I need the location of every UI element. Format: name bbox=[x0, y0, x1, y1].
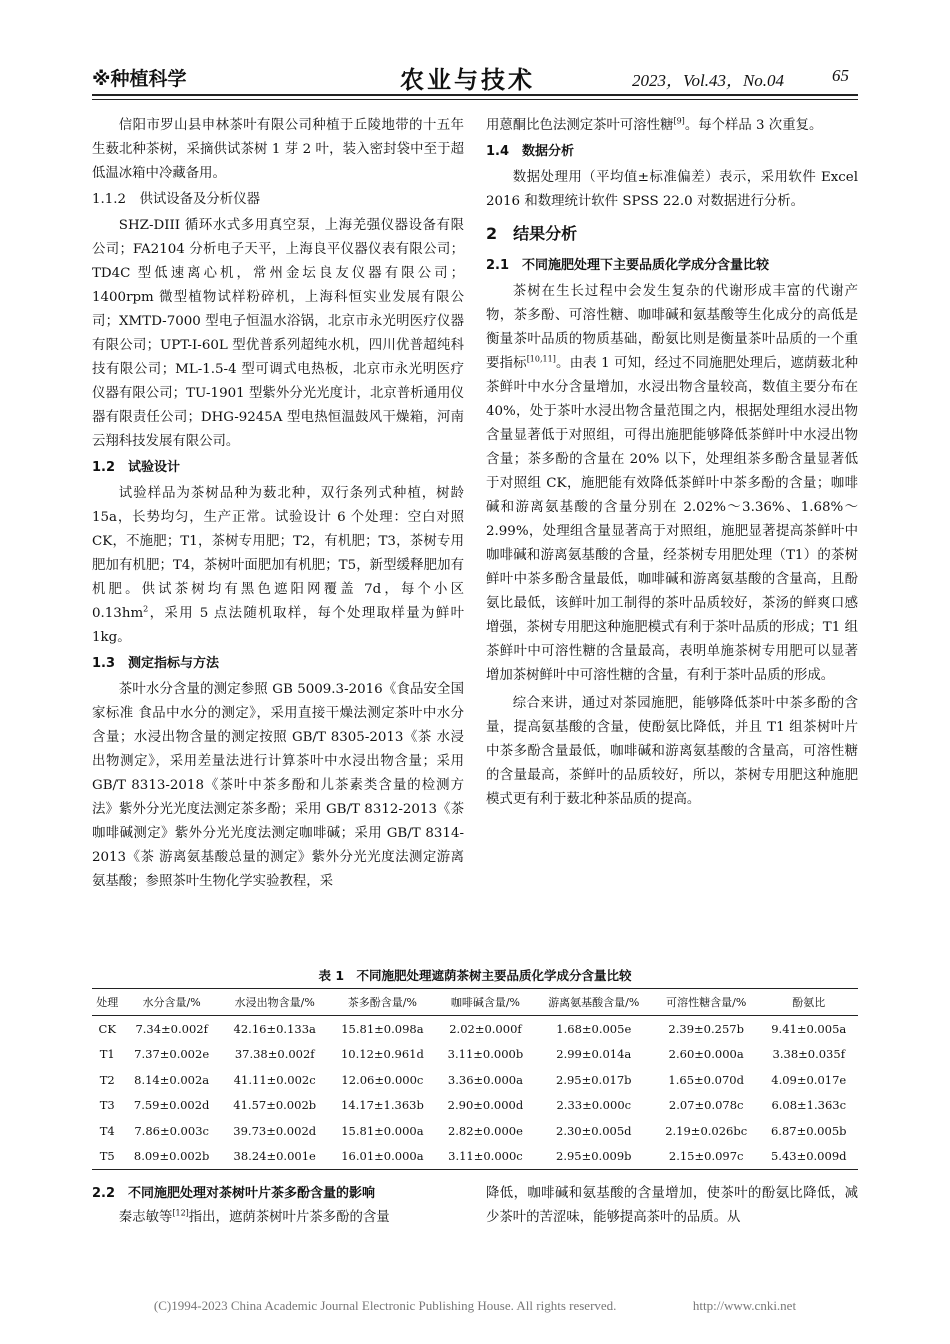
cell: 15.81±0.000a bbox=[341, 1123, 424, 1138]
cell: 1.68±0.005e bbox=[556, 1021, 632, 1036]
cell: 38.24±0.001e bbox=[221, 1144, 329, 1170]
copyright-text: (C)1994-2023 China Academic Journal Electronic Publishing House. All rights reserved. bbox=[153, 1298, 617, 1313]
cell: T2 bbox=[99, 1072, 115, 1087]
cell: T1 bbox=[99, 1047, 115, 1062]
text: 。由表 1 可知，经过不同施肥处理后，遮荫薮北种茶鲜叶中水分含量增加，水浸出物含量较高，数值主要分布在 40%，处于茶叶水浸出物含量范围之内，根据处理组水浸出物含量显著低于对照组，可得出施肥能够降低茶鲜叶中水浸出物含量；茶多酚的含量在 20% 以下，处理组茶多酚含量显著低于对照组 CK，施肥能有效降低茶鲜叶中茶多酚的含量；咖啡碱和游离氨基酸的含量分别在 2.02%～3.36%、1.68%～2.99%，处理组含量显著高于对照组，施肥显著提高茶鲜叶中咖啡碱和游离氨基酸的含量，经茶树专用肥处理（T1）的茶树鲜叶中茶多酚含量最低，咖啡碱和游离氨基酸的含量高，且酚氨比最低，该鲜叶加工制得的茶叶品质较好，茶汤的鲜爽口感增强，茶树专用肥这种施肥模式有利于茶叶品质的形成；T1 组茶鲜叶中可溶性糖的含量最高，表明单施茶树专用肥可以显著增加茶树鲜叶中可溶性糖的含量，有利于茶叶品质的形成。 bbox=[486, 356, 859, 683]
col-header: 游离氨基酸含量/% bbox=[535, 989, 653, 1016]
cell: 2.15±0.097c bbox=[653, 1144, 760, 1170]
text: ，采用 5 点法随机取样，每个处理取样量为鲜叶 1kg。 bbox=[92, 606, 464, 645]
paragraph: SHZ-DIII 循环水式多用真空泵，上海羌强仪器设备有限公司；FA2104 分析电子天平，上海良平仪器仪表有限公司；TD4C 型低速离心机，常州金坛良友仪器有限公司；1400rpm 微型植物试样粉碎机，上海科恒实业发展有限公司；XMTD-7000 型电子恒温水浴锅，北京市永光明医疗仪器有限公司；UPT-I-60L 型优普系列超纯水机，四川优普超纯科技有限公司；ML-1.5-4 型可调式电热板，北京市永光明医疗仪器有限公司；TU-1901 型紫外分光光度计，北京普析通用仪器有限责任公司；DHG-9245A 型电热恒温鼓风干燥箱，河南云翔科技发展有限公司。 bbox=[92, 218, 464, 449]
header-rule bbox=[92, 94, 858, 96]
cell: 2.30±0.005d bbox=[556, 1123, 632, 1138]
table-title: 表 1 不同施肥处理遮荫茶树主要品质化学成分含量比较 bbox=[318, 968, 632, 983]
cell: 5.43±0.009d bbox=[759, 1144, 858, 1170]
heading-1-1-2: 1.1.2 供试设备及分析仪器 bbox=[92, 192, 260, 207]
text: 试验样品为茶树品种为薮北种，双行条列式种植，树龄 15a，长势均匀，生产正常。试验设计 6 个处理：空白对照 CK，不施肥；T1，茶树专用肥；T2，有机肥；T3，茶树专用肥加有机肥；T4，茶树叶面肥加有机肥；T5，新型缓释肥加有机肥。供试茶树均有黑色遮阳网覆盖 7d，每个小区 0.13hm bbox=[92, 486, 464, 621]
bottom-right-column bbox=[486, 1182, 858, 1230]
section-label: ※种植科学 bbox=[92, 68, 187, 90]
table-row bbox=[92, 1118, 858, 1144]
heading-2-1: 2.1 不同施肥处理下主要品质化学成分含量比较 bbox=[486, 258, 770, 273]
col-header: 可溶性糖含量/% bbox=[653, 989, 760, 1016]
cell: 14.17±1.363b bbox=[340, 1098, 424, 1113]
heading-2-2: 2.2 不同施肥处理对茶树叶片茶多酚含量的影响 bbox=[92, 1186, 376, 1201]
paragraph: 茶叶水分含量的测定参照 GB 5009.3-2016《食品安全国家标准 食品中水分的测定》，采用直接干燥法测定茶叶中水分含量；水浸出物含量的测定按照 GB/T 8305-2013《茶 水浸出物测定》，采用差量法进行计算茶叶中水浸出物含量；采用 GB/T 8313-2018《茶叶中茶多酚和儿茶素类含量的检测方法》紫外分光光度法测定茶多酚；采用 GB/T 8312-2013《茶 咖啡碱测定》紫外分光光度法测定咖啡碱；采用 GB/T 8314-2013《茶 游离氨基酸总量的测定》紫外分光光度法测定游离氨基酸；参照茶叶生物化学实验教程，采 bbox=[92, 682, 464, 889]
cell: 2.39±0.257b bbox=[668, 1021, 744, 1036]
cell: 41.57±0.002b bbox=[233, 1098, 317, 1113]
table-row bbox=[92, 1016, 858, 1042]
cell: 2.07±0.078c bbox=[668, 1098, 744, 1113]
cell: 7.59±0.002d bbox=[133, 1098, 210, 1113]
cell: 6.08±1.363c bbox=[771, 1098, 847, 1113]
cell: 2.02±0.000f bbox=[449, 1021, 522, 1036]
cell: 9.41±0.005a bbox=[771, 1021, 847, 1036]
text: 用蒽酮比色法测定茶叶可溶性糖 bbox=[486, 118, 674, 133]
data-table bbox=[92, 988, 858, 1170]
cell: 2.19±0.026bc bbox=[665, 1123, 748, 1138]
cell: 3.36±0.000a bbox=[447, 1072, 523, 1087]
cell: 37.38±0.002f bbox=[234, 1047, 315, 1062]
col-header: 咖啡碱含量/% bbox=[436, 989, 534, 1016]
cell: 7.37±0.002e bbox=[134, 1047, 210, 1062]
cell: 3.11±0.000c bbox=[436, 1144, 534, 1170]
cell: 2.95±0.017b bbox=[556, 1072, 632, 1087]
col-header: 水分含量/% bbox=[122, 989, 220, 1016]
citation: 2023，Vol.43，No.04 bbox=[632, 71, 785, 90]
right-column bbox=[486, 114, 858, 812]
cell: 16.01±0.000a bbox=[329, 1144, 437, 1170]
cell: 2.33±0.000c bbox=[556, 1098, 632, 1113]
text: 指出，遮荫茶树叶片茶多酚的含量 bbox=[188, 1210, 390, 1225]
table-row bbox=[92, 1067, 858, 1093]
page-number: 65 bbox=[832, 66, 849, 85]
bottom-left-column bbox=[92, 1182, 464, 1230]
cell: 3.11±0.000b bbox=[447, 1047, 524, 1062]
paragraph: 降低，咖啡碱和氨基酸的含量增加，使茶叶的酚氨比降低，减少茶叶的苦涩味，能够提高茶叶的品质。从 bbox=[486, 1186, 858, 1225]
table-row bbox=[92, 1042, 858, 1068]
cell: T5 bbox=[92, 1144, 122, 1170]
cell: 2.90±0.000d bbox=[447, 1098, 524, 1113]
col-header: 处理 bbox=[92, 989, 122, 1016]
cell: 41.11±0.002c bbox=[233, 1072, 316, 1087]
heading-1-3: 1.3 测定指标与方法 bbox=[92, 656, 220, 671]
col-header: 水浸出物含量/% bbox=[221, 989, 329, 1016]
cell: 15.81±0.098a bbox=[341, 1021, 424, 1036]
header-rule-thin bbox=[92, 99, 858, 100]
cell: 10.12±0.961d bbox=[340, 1047, 424, 1062]
cell: CK bbox=[98, 1021, 116, 1036]
cell: 2.95±0.009b bbox=[535, 1144, 653, 1170]
footer-url: http://www.cnki.net bbox=[692, 1298, 797, 1313]
cell: 7.86±0.003c bbox=[134, 1123, 209, 1138]
citation-ref: [9] bbox=[673, 116, 685, 126]
paragraph: 综合来讲，通过对茶园施肥，能够降低茶叶中茶多酚的含量，提高氨基酸的含量，使酚氨比降低，并且 T1 组茶树叶片中茶多酚含量最低，咖啡碱和游离氨基酸的含量高，可溶性糖的含量最高，茶鲜叶的品质较好，所以，茶树专用肥这种施肥模式更有利于薮北种茶品质的提高。 bbox=[486, 696, 858, 807]
paragraph: 数据处理用（平均值±标准偏差）表示，采用软件 Excel 2016 和数理统计软件 SPSS 22.0 对数据进行分析。 bbox=[486, 170, 858, 209]
cell: T4 bbox=[99, 1123, 115, 1138]
col-header: 酚氨比 bbox=[759, 989, 858, 1016]
table-row bbox=[92, 1093, 858, 1119]
col-header: 茶多酚含量/% bbox=[329, 989, 437, 1016]
cell: 2.82±0.000e bbox=[447, 1123, 523, 1138]
cell: 39.73±0.002d bbox=[233, 1123, 317, 1138]
paragraph bbox=[92, 482, 464, 650]
paragraph: 信阳市罗山县申林茶叶有限公司种植于丘陵地带的十五年生薮北种茶树，采摘供试茶树 1 芽 2 叶，装入密封袋中至于超低温冰箱中冷藏备用。 bbox=[92, 118, 464, 181]
citation-ref: [10,11] bbox=[526, 354, 556, 364]
cell: 8.09±0.002b bbox=[122, 1144, 220, 1170]
cell: 7.34±0.002f bbox=[135, 1021, 208, 1036]
heading-2: 2 结果分析 bbox=[486, 224, 578, 243]
text: 。每个样品 3 次重复。 bbox=[684, 118, 823, 133]
table-row bbox=[92, 1144, 858, 1170]
cell: 8.14±0.002a bbox=[134, 1072, 210, 1087]
superscript: 2 bbox=[143, 604, 149, 614]
cell: 3.38±0.035f bbox=[772, 1047, 845, 1062]
cell: 42.16±0.133a bbox=[233, 1021, 316, 1036]
text: 秦志敏等 bbox=[118, 1210, 173, 1225]
cell: 1.65±0.070d bbox=[668, 1072, 744, 1087]
table-header-row bbox=[92, 989, 858, 1016]
cell: 4.09±0.017e bbox=[771, 1072, 847, 1087]
cell: T3 bbox=[99, 1098, 115, 1113]
journal-title: 农业与技术 bbox=[400, 66, 535, 94]
heading-1-2: 1.2 试验设计 bbox=[92, 460, 181, 475]
cell: 12.06±0.000c bbox=[341, 1072, 424, 1087]
paragraph bbox=[486, 280, 858, 688]
cell: 2.60±0.000a bbox=[668, 1047, 744, 1062]
text: 茶树在生长过程中会发生复杂的代谢形成丰富的代谢产物，茶多酚、可溶性糖、咖啡碱和氨基酸等生化成分的高低是衡量茶叶品质的物质基础，酚氨比则是衡量茶叶品质的一个重要指标 bbox=[486, 284, 858, 371]
citation-ref: [12] bbox=[172, 1208, 189, 1218]
paragraph bbox=[486, 114, 858, 138]
copyright-footer bbox=[0, 1298, 950, 1314]
left-column bbox=[92, 114, 464, 894]
heading-1-4: 1.4 数据分析 bbox=[486, 144, 575, 159]
paragraph bbox=[92, 1206, 464, 1230]
cell: 2.99±0.014a bbox=[556, 1047, 632, 1062]
cell: 6.87±0.005b bbox=[770, 1123, 847, 1138]
